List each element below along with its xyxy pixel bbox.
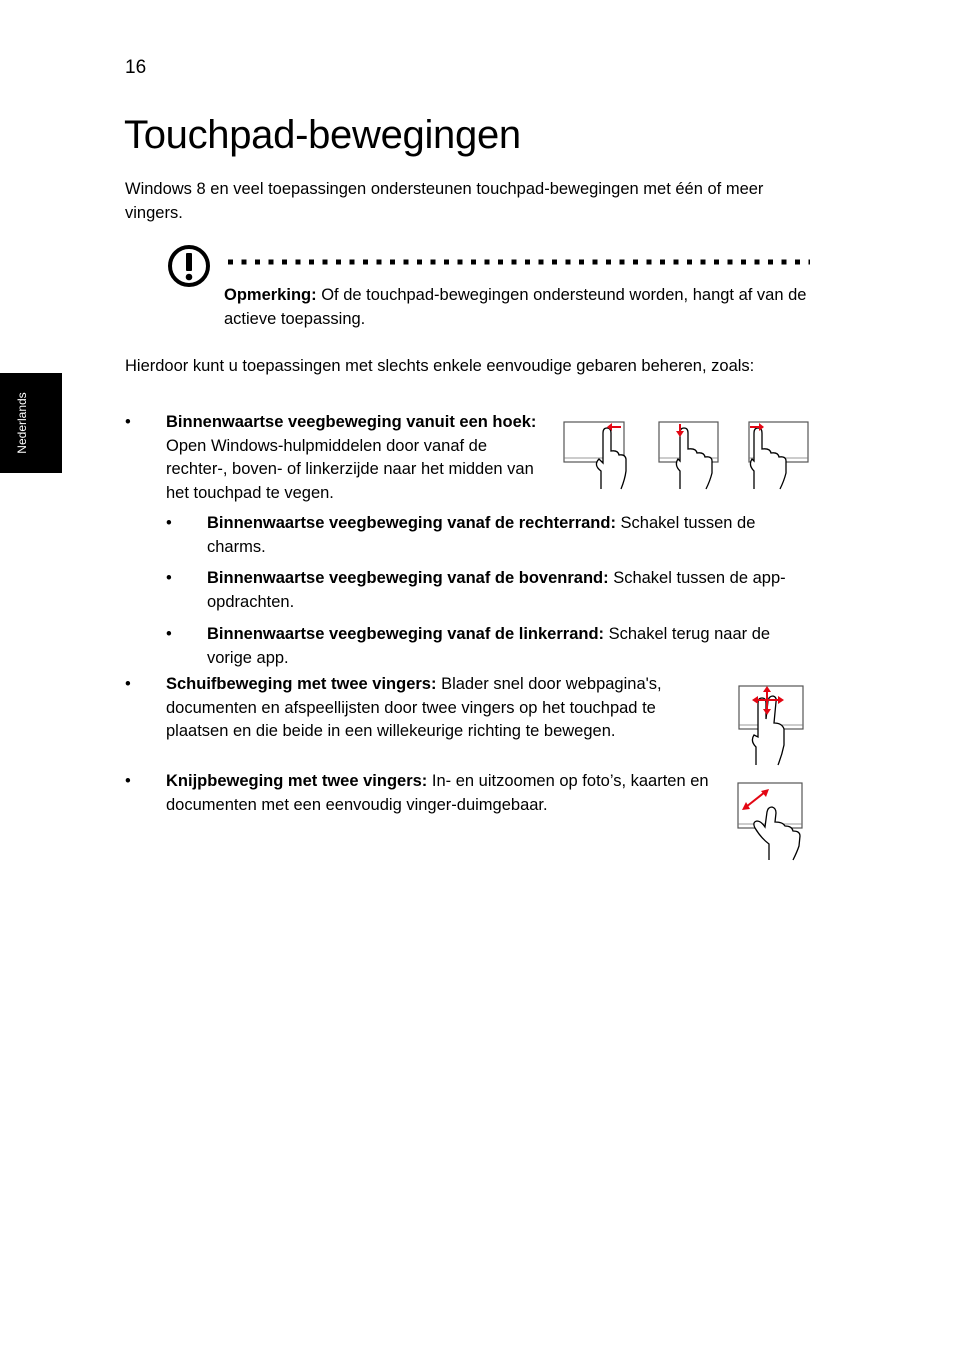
bullet: • bbox=[125, 413, 131, 431]
bullet: • bbox=[125, 772, 131, 790]
intro-paragraph: Windows 8 en veel toepassingen ondersteunen touchpad-bewegingen met één of meer vingers. bbox=[125, 180, 764, 222]
two-finger-scroll-icon bbox=[738, 685, 804, 767]
item-text: In- en uitzoomen op foto’s, kaarten en documenten met een eenvoudig vinger-duimgebaar. bbox=[166, 772, 709, 814]
item-label: Binnenwaartse veegbeweging vanaf de linkerrand: bbox=[207, 625, 605, 643]
bullet: • bbox=[166, 569, 172, 587]
item-text: Blader snel door webpagina's, documenten en afspeellijsten door twee vingers op het touchpad te plaatsen en die beide in een willekeurige richting te bewegen. bbox=[166, 675, 662, 740]
item-text: Schakel terug naar de vorige app. bbox=[207, 625, 771, 667]
language-label: Nederlands bbox=[15, 392, 29, 454]
note-label: Opmerking: bbox=[224, 286, 317, 304]
note-body: Of de touchpad-bewegingen ondersteund worden, hangt af van de actieve toepassing. bbox=[224, 286, 807, 328]
item-text: Schakel tussen de charms. bbox=[207, 514, 756, 556]
language-side-tab bbox=[0, 373, 62, 473]
warning-icon bbox=[167, 244, 211, 288]
swipe-right-edge-icon bbox=[563, 421, 627, 491]
swipe-top-edge-icon bbox=[658, 421, 720, 491]
bullet: • bbox=[125, 675, 131, 693]
bullet: • bbox=[166, 625, 172, 643]
item-text: Schakel tussen de app-opdrachten. bbox=[207, 569, 786, 611]
page-number: 16 bbox=[125, 57, 147, 78]
item-label: Binnenwaartse veegbeweging vanaf de bovenrand: bbox=[207, 569, 609, 587]
item-label: Schuifbeweging met twee vingers: bbox=[166, 675, 437, 693]
lead-paragraph: Hierdoor kunt u toepassingen met slechts enkele eenvoudige gebaren beheren, zoals: bbox=[125, 357, 755, 375]
note-text bbox=[224, 284, 814, 331]
pinch-zoom-icon bbox=[737, 782, 805, 862]
page-title: Touchpad-bewegingen bbox=[124, 113, 521, 157]
item-label: Knijpbeweging met twee vingers: bbox=[166, 772, 428, 790]
item-text: Open Windows-hulpmiddelen door vanaf de rechter-, boven- of linkerzijde naar het midden van het touchpad te vegen. bbox=[166, 436, 534, 502]
item-label: Binnenwaartse veegbeweging vanuit een hoek: bbox=[166, 413, 537, 431]
bullet: • bbox=[166, 514, 172, 532]
note-divider bbox=[226, 259, 810, 265]
item-label: Binnenwaartse veegbeweging vanaf de rechterrand: bbox=[207, 514, 616, 532]
swipe-left-edge-icon bbox=[748, 421, 810, 491]
